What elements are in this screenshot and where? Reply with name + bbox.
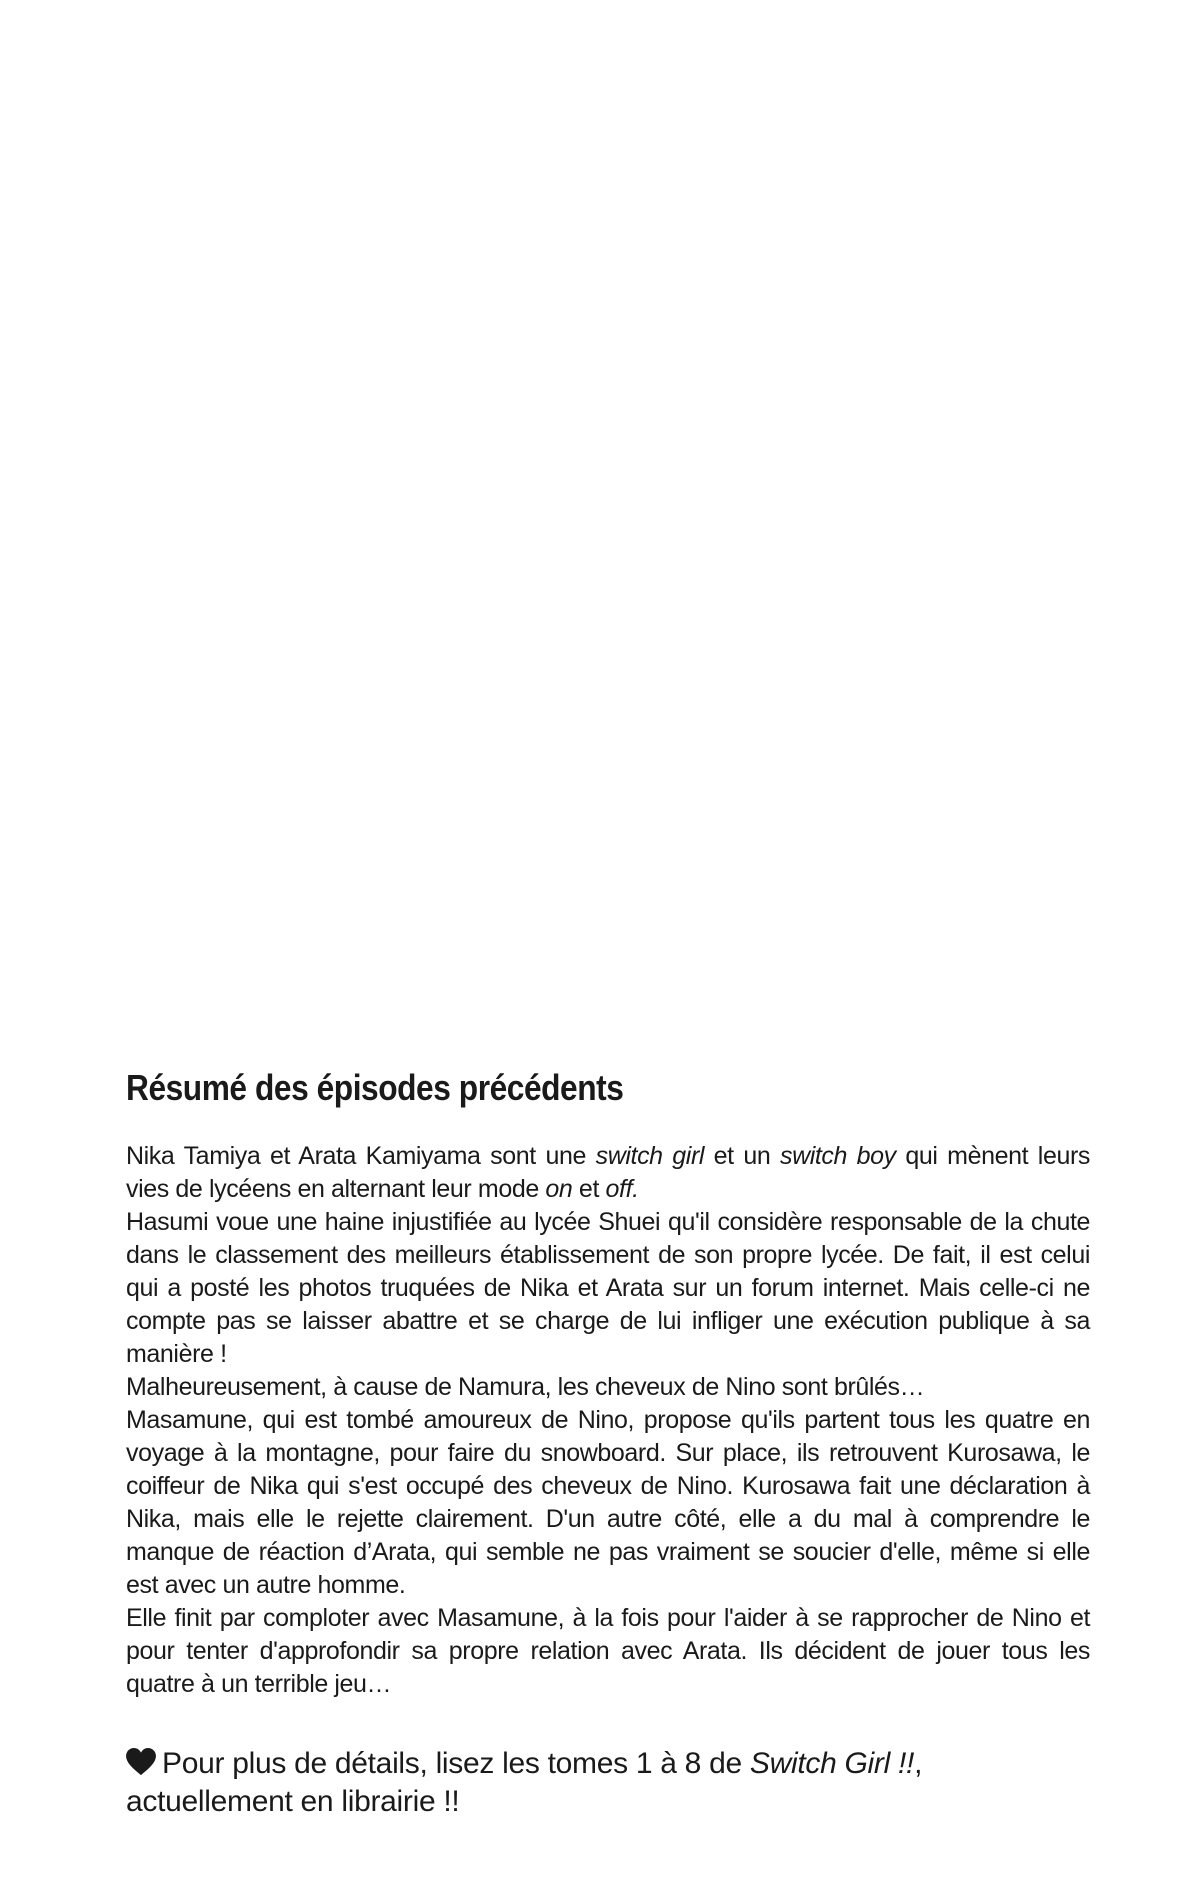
p1-switch-girl: switch girl	[595, 1142, 705, 1170]
p1-text-g: et	[572, 1175, 606, 1203]
p1-switch-boy: switch boy	[779, 1142, 896, 1170]
previous-episodes-summary	[126, 1066, 1090, 1821]
summary-paragraph-3: Malheureusement, à cause de Namura, les cheveux de Nino sont brûlés…	[126, 1373, 925, 1401]
summary-title: Résumé des épisodes précédents	[126, 1067, 624, 1108]
footer-text-d: actuellement en librairie !!	[126, 1785, 460, 1818]
p1-text-e: qui mènent leurs vies de lycéens en alternant leur mode	[126, 1142, 1090, 1203]
footer-text-a: Pour plus de détails, lisez les tomes 1 à 8 de	[162, 1747, 750, 1780]
heart-icon	[126, 1748, 156, 1776]
p1-off: off.	[605, 1175, 639, 1203]
summary-paragraph-1	[126, 1140, 1090, 1206]
p1-on: on	[545, 1175, 573, 1203]
p1-text-a: Nika Tamiya et Arata Kamiyama sont une	[126, 1142, 596, 1170]
summary-footer	[126, 1745, 1090, 1821]
summary-paragraph-5: Elle finit par comploter avec Masamune, à la fois pour l'aider à se rapprocher de Nino et pour tenter d'approfondir sa propre relation avec Arata. Ils décident de jouer tous les quatre à un terrible jeu…	[126, 1604, 1090, 1698]
footer-text-c: ,	[914, 1747, 923, 1780]
p1-text-c: et un	[704, 1142, 780, 1170]
footer-title: Switch Girl !!	[749, 1747, 915, 1780]
summary-paragraph-2: Hasumi voue une haine injustifiée au lycée Shuei qu'il considère responsable de la chute dans le classement des meilleurs établissement de son propre lycée. De fait, il est celui qui a posté les photos truquées de Nika et Arata sur un forum internet. Mais celle-ci ne compte pas se laisser abattre et se charge de lui infliger une exécution publique à sa manière !	[126, 1208, 1090, 1368]
summary-paragraph-4: Masamune, qui est tombé amoureux de Nino, propose qu'ils partent tous les quatre en voyage à la montagne, pour faire du snowboard. Sur place, ils retrouvent Kurosawa, le coiffeur de Nika qui s'est occupé des cheveux de Nino. Kurosawa fait une déclaration à Nika, mais elle le rejette clairement. D'un autre côté, elle a du mal à comprendre le manque de réaction d’Arata, qui semble ne pas vraiment se soucier d'elle, même si elle est avec un autre homme.	[126, 1406, 1090, 1599]
